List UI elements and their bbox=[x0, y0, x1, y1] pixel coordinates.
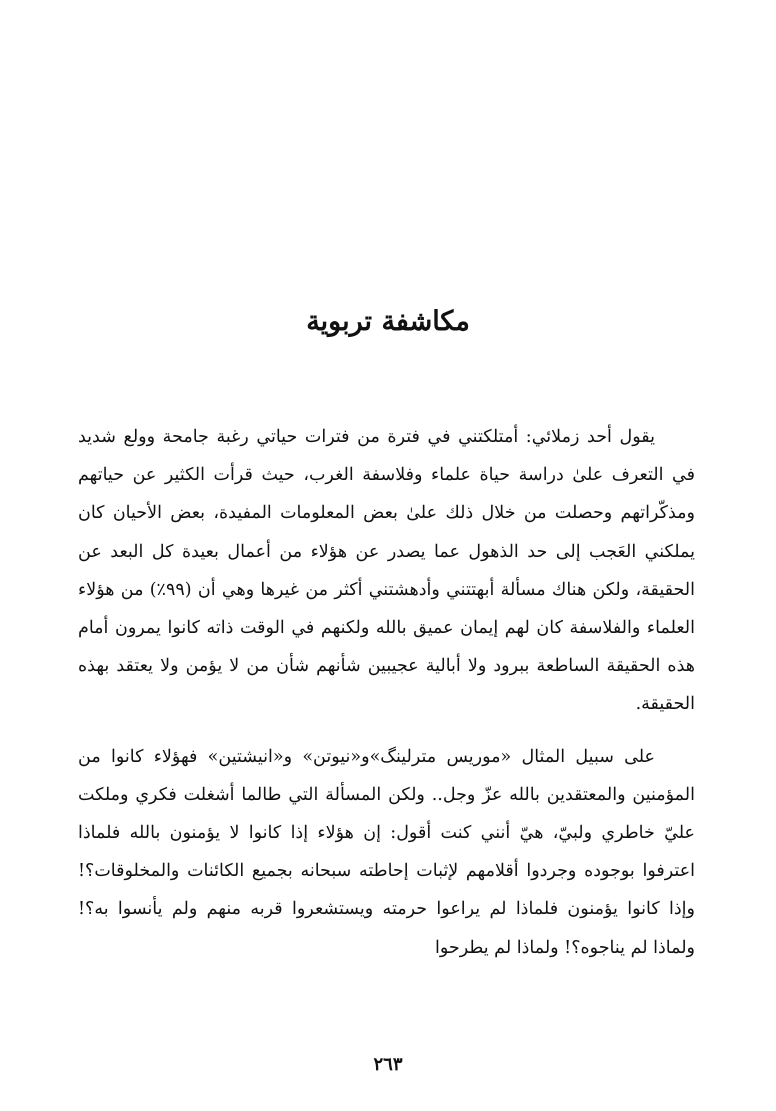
paragraph-2: على سبيل المثال «موريس مترلينگ»و«نيوتن» و«انيشتين» فهؤلاء كانوا من المؤمنين والمعتقدين بالله عزّ وجل.. ولكن المسألة التي طالما أشغلت فكري وملكت عليّ خاطري ولبيّ، هيّ أنني كنت أقول: إن هؤلاء إذا كانوا لا يؤمنون بالله فلماذا اعترفوا بوجوده وجردوا أقلامهم لإثبات إحاطته سبحانه بجميع الكائنات والمخلوقات؟! وإذا كانوا يؤمنون فلماذا لم يراعوا حرمته ويستشعروا قربه منهم ولم يأنسوا به؟! ولماذا لم يناجوه؟! ولماذا لم يطرحوا bbox=[78, 746, 695, 958]
chapter-title: مكاشفة تربوية bbox=[306, 306, 470, 337]
paragraph-1: يقول أحد زملائي: أمتلكتني في فترة من فترات حياتي رغبة جامحة وولع شديد في التعرف علىٰ دراسة حياة علماء وفلاسفة الغرب، حيث قرأت الكثير عن حياتهم ومذكّراتهم وحصلت من خلال ذلك علىٰ بعض المعلومات المفيدة، بعض الأحيان كان يملكني العَجب إلى حد الذهول عما يصدر عن هؤلاء من أعمال بعيدة كل البعد عن الحقيقة، ولكن هناك مسألة أبهتتني وأدهشتني أكثر من غيرها وهي أن (٩٩٪) من هؤلاء العلماء والفلاسفة كان لهم إيمان عميق بالله ولكنهم في الوقت ذاته كانوا يمرون أمام هذه الحقيقة الساطعة ببرود ولا أبالية عجيبين شأنهم شأن من لا يؤمن ولا يعتقد بهذه الحقيقة. bbox=[78, 427, 695, 715]
page-number: ٢٦٣ bbox=[373, 1054, 403, 1075]
body-text bbox=[78, 418, 695, 967]
